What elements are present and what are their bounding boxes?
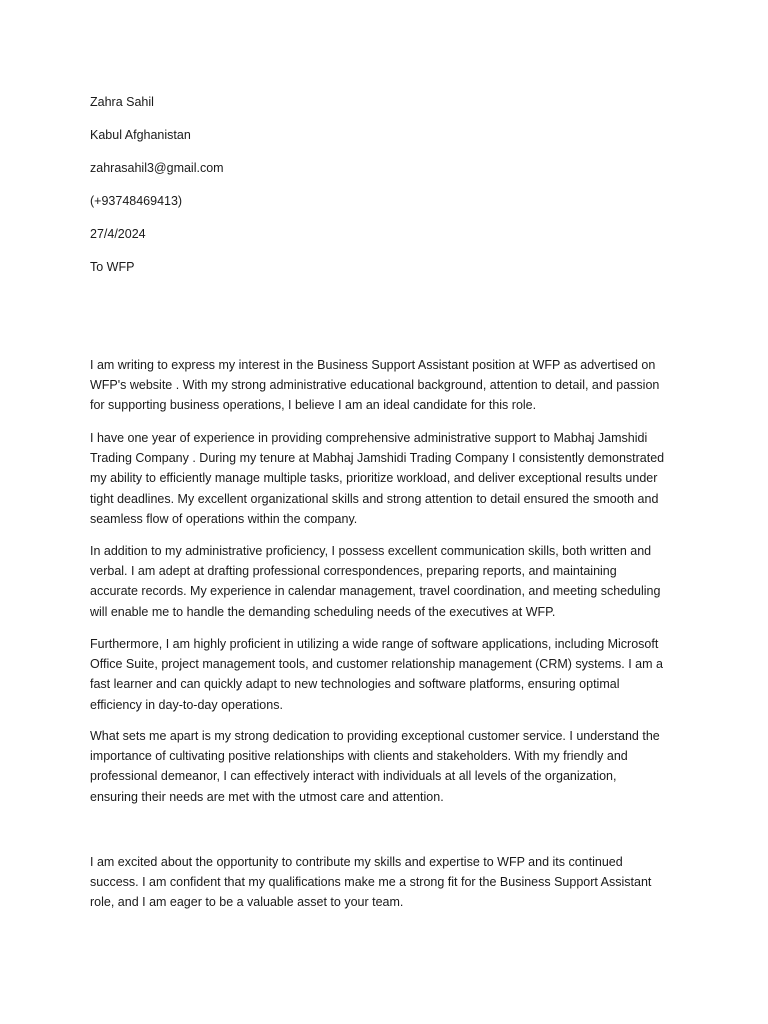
paragraph-line: fast learner and can quickly adapt to new technologies and software platforms, ensuring optimal — [90, 677, 620, 692]
paragraph-line: will enable me to handle the demanding scheduling needs of the executives at WFP. — [90, 604, 556, 619]
paragraph-line: tight deadlines. My excellent organizational skills and strong attention to detail ensured the smooth and — [90, 491, 659, 506]
paragraph-line: professional demeanor, I can effectively interact with individuals at all levels of the organization, — [90, 769, 617, 784]
paragraph-line: ensuring their needs are met with the utmost care and attention. — [90, 789, 444, 804]
sender-email: zahrasahil3@gmail.com — [90, 161, 224, 175]
paragraph-text — [90, 634, 680, 715]
paragraph-software — [90, 634, 680, 715]
sender-phone: (+93748469413) — [90, 194, 183, 208]
paragraph-intro — [90, 355, 680, 416]
paragraph-line: I am excited about the opportunity to contribute my skills and expertise to WFP and its continued — [90, 855, 623, 869]
paragraph-line: In addition to my administrative proficiency, I possess excellent communication skills, both written and — [90, 544, 652, 558]
paragraph-closing — [90, 852, 680, 913]
paragraph-text — [90, 428, 680, 529]
paragraph-text — [90, 726, 680, 807]
sender-name: Zahra Sahil — [90, 95, 154, 109]
paragraph-line: Furthermore, I am highly proficient in utilizing a wide range of software applications, including Microsoft — [90, 637, 659, 651]
paragraph-text — [90, 355, 680, 416]
paragraph-customer-service — [90, 726, 680, 807]
paragraph-line: Office Suite, project management tools, and customer relationship management (CRM) systems. I am a — [90, 657, 663, 672]
paragraph-communication — [90, 541, 680, 622]
paragraph-line: efficiency in day-to-day operations. — [90, 697, 283, 712]
sender-header — [90, 92, 680, 290]
paragraph-line: verbal. I am adept at drafting professional correspondences, preparing reports, and maintaining — [90, 564, 617, 579]
paragraph-line: my ability to efficiently manage multiple tasks, prioritize workload, and deliver exceptional results under — [90, 471, 658, 486]
paragraph-line: success. I am confident that my qualifications make me a strong fit for the Business Support Assistant — [90, 875, 652, 890]
paragraph-line: for supporting business operations, I believe I am an ideal candidate for this role. — [90, 398, 537, 413]
paragraph-line: seamless flow of operations within the company. — [90, 511, 358, 526]
letter-date: 27/4/2024 — [90, 227, 146, 241]
paragraph-line: I have one year of experience in providing comprehensive administrative support to Mabhaj Jamshidi — [90, 431, 648, 445]
paragraph-line: I am writing to express my interest in the Business Support Assistant position at WFP as advertised on — [90, 358, 656, 372]
paragraph-line: importance of cultivating positive relationships with clients and stakeholders. With my friendly and — [90, 749, 628, 764]
paragraph-experience — [90, 428, 680, 529]
paragraph-line: What sets me apart is my strong dedication to providing exceptional customer service. I understand the — [90, 729, 660, 743]
paragraph-line: Trading Company . During my tenure at Mabhaj Jamshidi Trading Company I consistently demonstrated — [90, 451, 665, 466]
paragraph-line: role, and I am eager to be a valuable asset to your team. — [90, 895, 404, 910]
paragraph-line: WFP's website . With my strong administrative educational background, attention to detail, and passion — [90, 378, 660, 393]
paragraph-text — [90, 852, 680, 913]
paragraph-text — [90, 541, 680, 622]
recipient-line: To WFP — [90, 260, 135, 274]
sender-location: Kabul Afghanistan — [90, 128, 191, 142]
paragraph-line: accurate records. My experience in calendar management, travel coordination, and meeting scheduling — [90, 584, 661, 599]
